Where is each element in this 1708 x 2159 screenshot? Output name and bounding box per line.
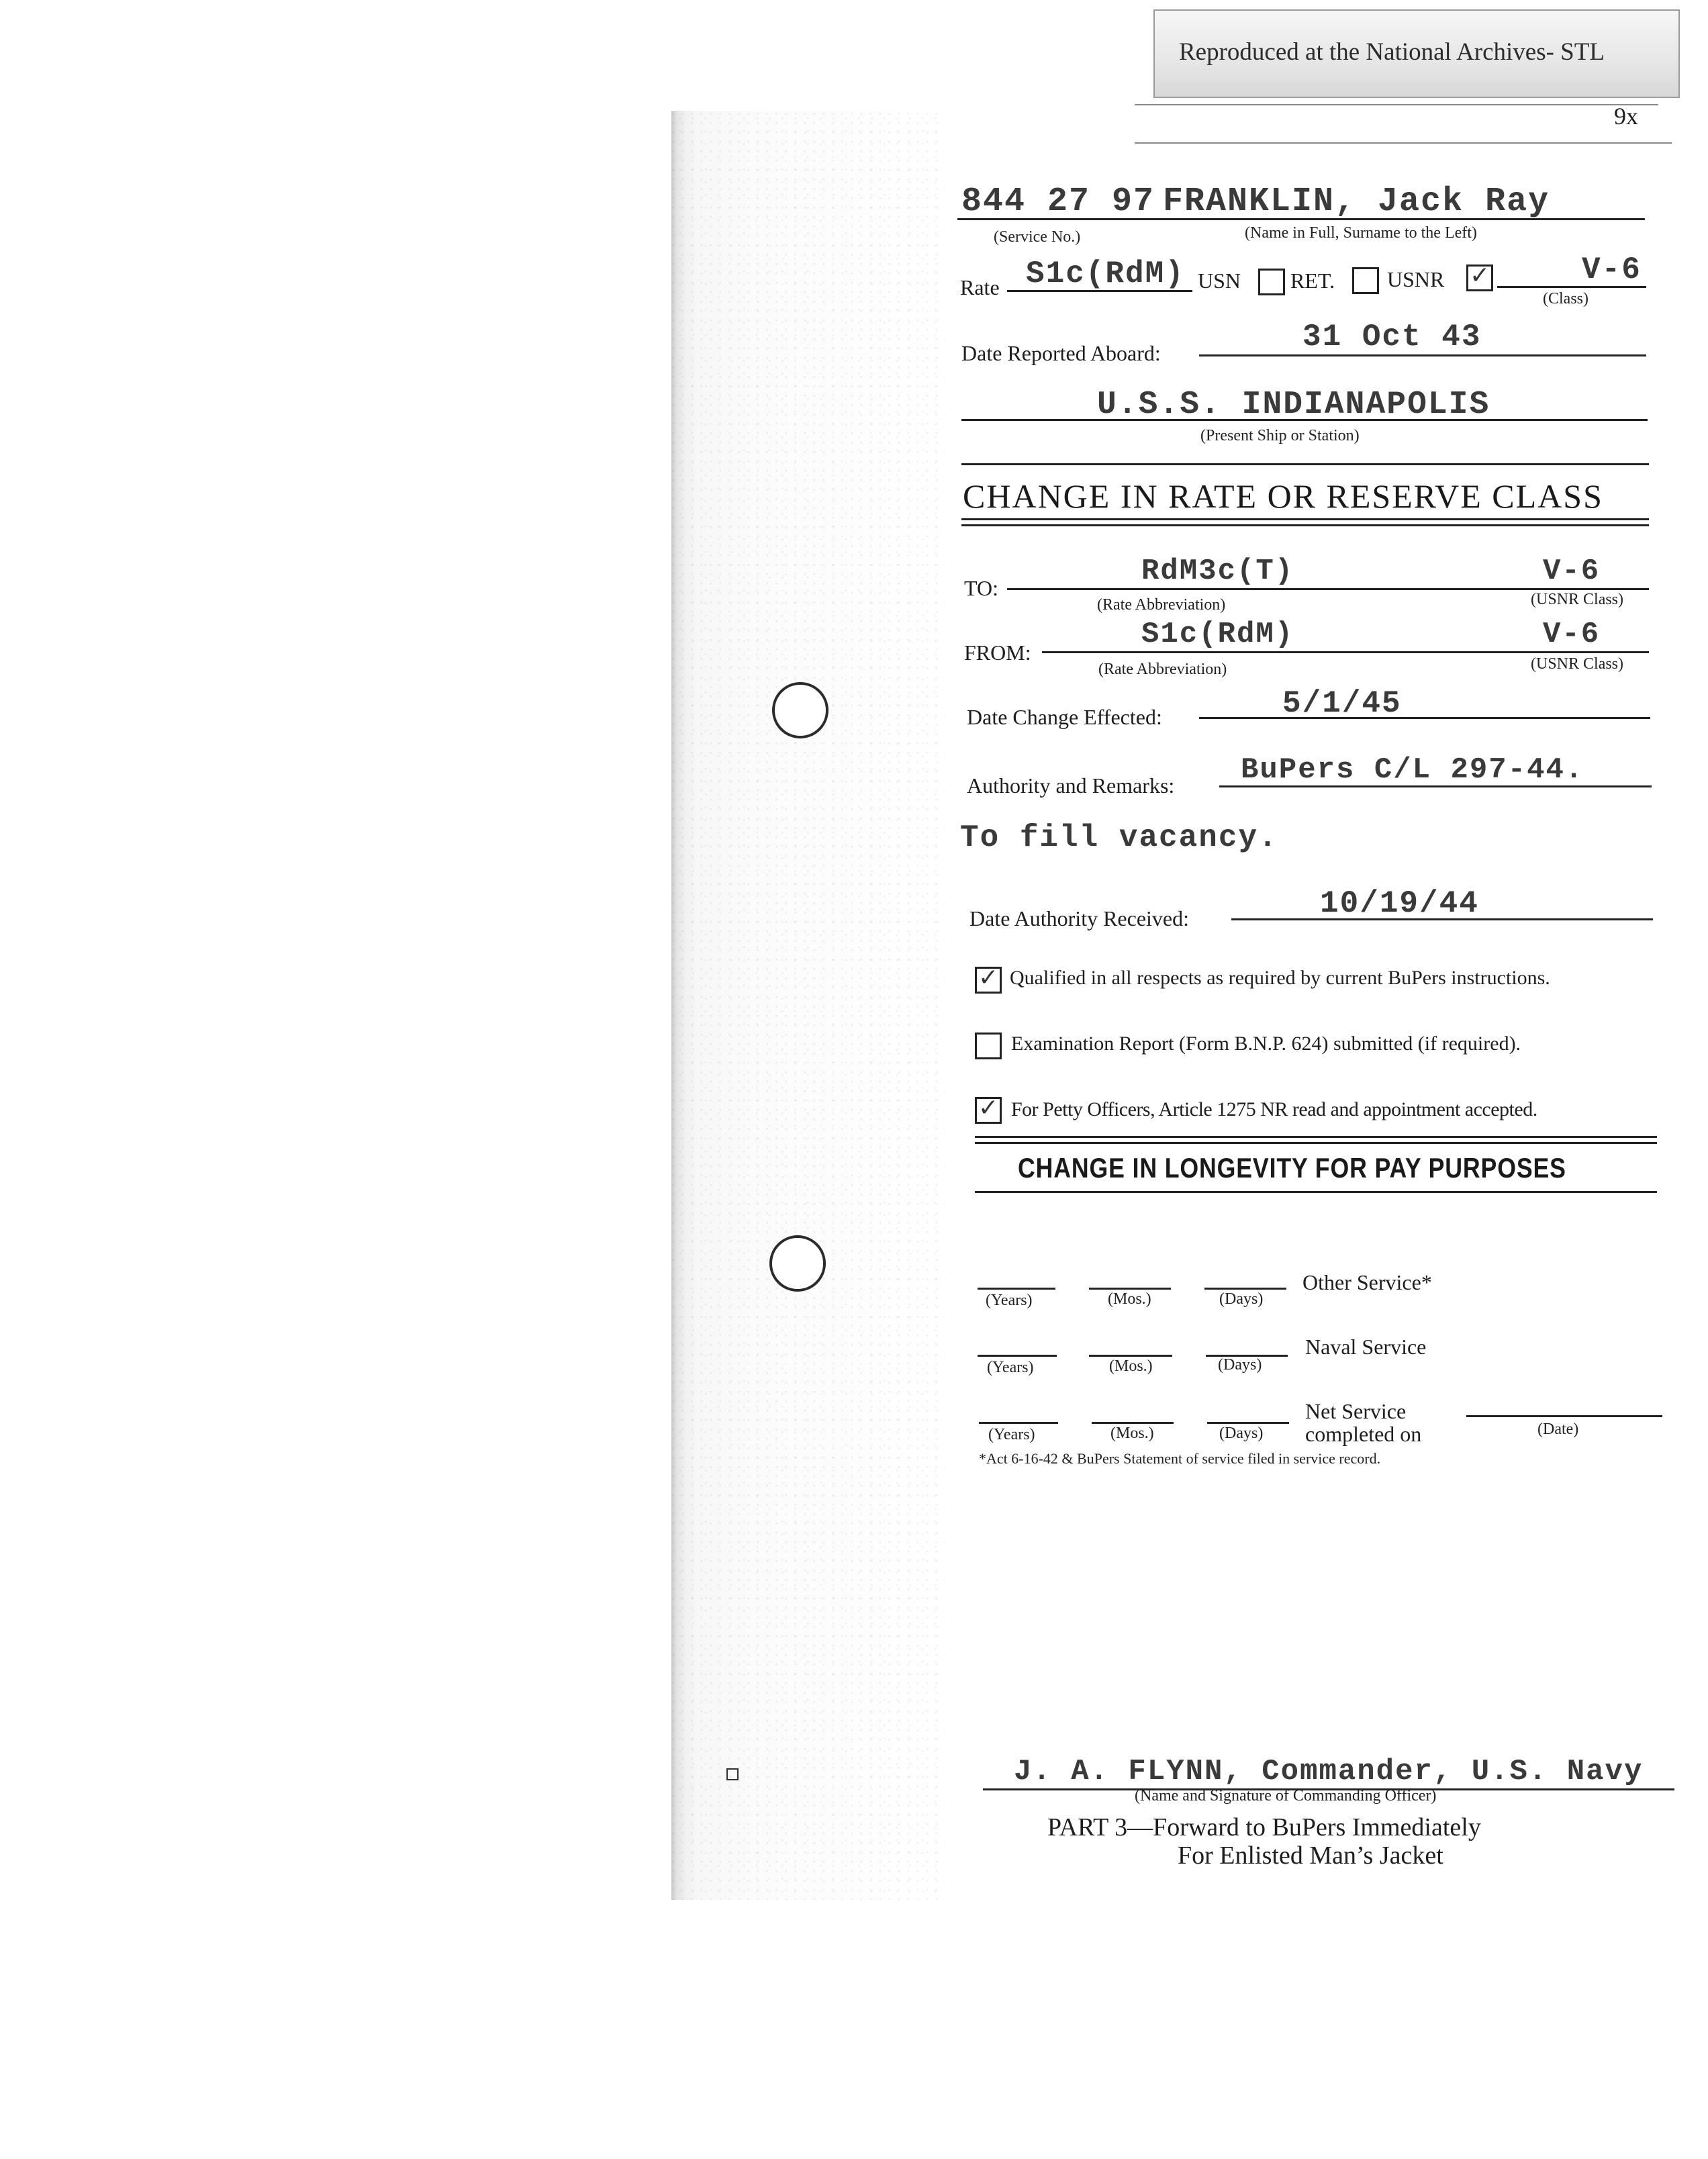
archive-stamp-text: Reproduced at the National Archives- STL xyxy=(1179,38,1605,66)
from-line xyxy=(1042,651,1649,653)
from-class-value: V-6 xyxy=(1543,618,1601,651)
class-caption: (Class) xyxy=(1543,290,1588,307)
ship-value: U.S.S. INDIANAPOLIS xyxy=(1097,387,1490,423)
usnr-label: USNR xyxy=(1387,267,1445,291)
net-days-caption: (Days) xyxy=(1219,1425,1264,1442)
usn-checkbox[interactable] xyxy=(1258,269,1285,295)
naval-years-line xyxy=(978,1355,1057,1357)
to-class-value: V-6 xyxy=(1543,555,1601,588)
signature-caption: (Name and Signature of Commanding Officer) xyxy=(1135,1787,1437,1805)
stamp-underline xyxy=(1135,104,1658,105)
authority-line xyxy=(1219,785,1652,787)
completed-on-label: completed on xyxy=(1305,1422,1422,1446)
service-number: 844 27 97 xyxy=(961,183,1155,221)
longevity-bottom-rule xyxy=(975,1191,1657,1193)
longevity-top-rule xyxy=(975,1136,1657,1144)
ret-label: RET. xyxy=(1290,269,1335,293)
net-mos-caption: (Mos.) xyxy=(1110,1425,1154,1442)
other-years-line xyxy=(978,1288,1055,1290)
punch-hole-top xyxy=(772,682,828,738)
naval-mos-caption: (Mos.) xyxy=(1109,1357,1153,1375)
binding-strip xyxy=(671,111,945,1900)
other-mos-line xyxy=(1089,1288,1171,1290)
petty-officer-checkbox[interactable] xyxy=(975,1097,1002,1124)
part3-line2: For Enlisted Man’s Jacket xyxy=(1178,1841,1443,1870)
petty-officer-text: For Petty Officers, Article 1275 NR read and appointment accepted. xyxy=(1011,1098,1537,1120)
stamp-bottom-line xyxy=(1135,142,1672,144)
usn-label: USN xyxy=(1198,269,1241,293)
other-service-label: Other Service* xyxy=(1302,1270,1432,1294)
to-class-caption: (USNR Class) xyxy=(1531,591,1624,608)
naval-mos-line xyxy=(1089,1355,1172,1357)
name-caption: (Name in Full, Surname to the Left) xyxy=(1245,224,1477,242)
date-authority-label: Date Authority Received: xyxy=(969,906,1190,930)
page-number: 9x xyxy=(1614,103,1638,130)
other-days-caption: (Days) xyxy=(1219,1290,1264,1308)
from-rate-value: S1c(RdM) xyxy=(1141,618,1294,651)
rate-heading-bottom-rule xyxy=(961,518,1649,526)
archive-stamp xyxy=(1153,9,1680,98)
other-years-caption: (Years) xyxy=(986,1292,1033,1309)
qualified-text: Qualified in all respects as required by current BuPers instructions. xyxy=(1010,967,1550,989)
authority-value: BuPers C/L 297-44. xyxy=(1241,753,1584,787)
ship-caption: (Present Ship or Station) xyxy=(1200,427,1360,444)
date-change-value: 5/1/45 xyxy=(1282,686,1402,721)
punch-hole-bottom xyxy=(769,1235,826,1292)
from-class-caption: (USNR Class) xyxy=(1531,655,1624,673)
date-authority-line xyxy=(1231,918,1653,920)
usnr-checkbox[interactable] xyxy=(1466,265,1493,291)
remarks-value: To fill vacancy. xyxy=(960,820,1278,855)
rate-heading-top-rule xyxy=(961,463,1649,465)
completed-date-caption: (Date) xyxy=(1537,1421,1579,1438)
to-line xyxy=(1007,588,1649,590)
net-service-label: Net Service xyxy=(1305,1399,1407,1423)
rate-value: S1c(RdM) xyxy=(1026,256,1185,291)
date-change-line xyxy=(1199,717,1650,719)
part3-line1: PART 3—Forward to BuPers Immediately xyxy=(1047,1813,1481,1841)
net-mos-line xyxy=(1092,1422,1174,1424)
naval-years-caption: (Years) xyxy=(987,1359,1034,1376)
completed-date-line xyxy=(1466,1415,1662,1417)
commanding-officer-signature: J. A. FLYNN, Commander, U.S. Navy xyxy=(1014,1755,1644,1788)
date-authority-value: 10/19/44 xyxy=(1320,886,1479,921)
from-rate-caption: (Rate Abbreviation) xyxy=(1098,661,1227,678)
change-rate-title: CHANGE IN RATE OR RESERVE CLASS xyxy=(963,477,1603,515)
naval-service-label: Naval Service xyxy=(1305,1335,1427,1359)
net-years-line xyxy=(979,1422,1058,1424)
other-days-line xyxy=(1204,1288,1286,1290)
to-label: TO: xyxy=(964,576,998,600)
service-no-caption: (Service No.) xyxy=(994,228,1081,246)
name-line xyxy=(957,218,1645,220)
class-line xyxy=(1497,286,1646,288)
ship-line xyxy=(961,419,1648,421)
other-mos-caption: (Mos.) xyxy=(1108,1290,1151,1308)
longevity-title: CHANGE IN LONGEVITY FOR PAY PURPOSES xyxy=(1018,1152,1566,1184)
date-reported-line xyxy=(1199,354,1646,356)
from-label: FROM: xyxy=(964,640,1031,665)
naval-days-caption: (Days) xyxy=(1218,1356,1262,1374)
net-years-caption: (Years) xyxy=(988,1426,1035,1443)
authority-label: Authority and Remarks: xyxy=(967,773,1175,798)
net-days-line xyxy=(1207,1422,1289,1424)
date-change-label: Date Change Effected: xyxy=(967,705,1162,729)
full-name: FRANKLIN, Jack Ray xyxy=(1163,183,1550,221)
date-reported-value: 31 Oct 43 xyxy=(1302,320,1482,354)
exam-report-text: Examination Report (Form B.N.P. 624) submitted (if required). xyxy=(1011,1033,1521,1055)
to-rate-caption: (Rate Abbreviation) xyxy=(1097,596,1226,614)
to-rate-value: RdM3c(T) xyxy=(1141,555,1294,588)
small-square-mark xyxy=(726,1768,739,1780)
date-reported-label: Date Reported Aboard: xyxy=(961,341,1161,365)
class-value: V-6 xyxy=(1582,252,1642,287)
rate-line xyxy=(1007,290,1192,292)
ret-checkbox[interactable] xyxy=(1352,267,1379,294)
longevity-footnote: *Act 6-16-42 & BuPers Statement of service filed in service record. xyxy=(979,1450,1381,1467)
exam-report-checkbox[interactable] xyxy=(975,1033,1002,1059)
qualified-checkbox[interactable] xyxy=(975,967,1002,994)
rate-label: Rate xyxy=(960,275,1000,299)
